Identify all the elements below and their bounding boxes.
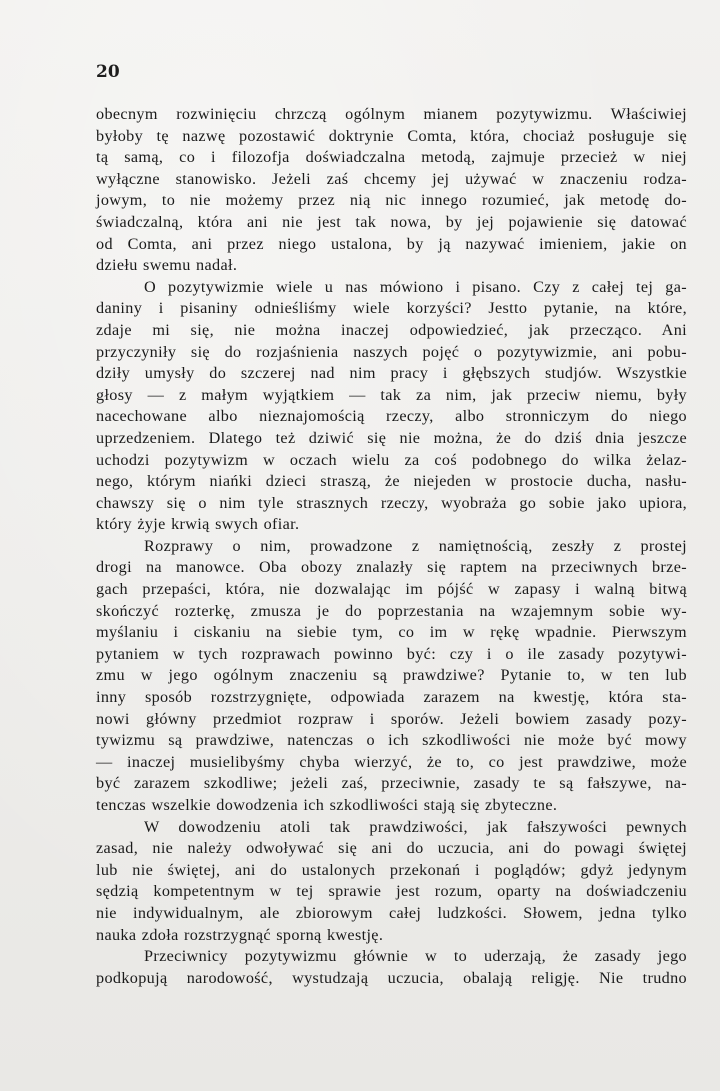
text-line: który żyje krwią swych ofiar.	[96, 515, 300, 534]
text-line: nowi główny przedmiot rozpraw i sporów. Jeżeli bowiem zasady pozy-	[96, 709, 687, 728]
text-line: W dowodzeniu atoli tak prawdziwości, jak fałszywości pewnych	[144, 817, 687, 836]
text-line: być zarazem szkodliwe; jeżeli zaś, przeciwnie, zasady te są fałszywe, na-	[96, 774, 687, 793]
text-line: gach przepaści, która, nie dozwalając im pójść w zapasy i walną bitwą	[96, 580, 687, 599]
text-line: od Comta, ani przez niego ustalona, by ją nazywać imieniem, jakie on	[96, 234, 687, 253]
body-text	[96, 104, 687, 989]
text-line: drogi na manowce. Oba obozy znalazły się raptem na przeciwnych brze-	[96, 558, 687, 577]
text-line: skończyć rozterkę, zmusza je do poprzestania na wzajemnym sobie wy-	[96, 601, 687, 620]
text-line: uchodzi pozytywizm w oczach wielu za coś podobnego do wilka żelaz-	[96, 450, 687, 469]
text-line: sędzią kompetentnym w tej sprawie jest rozum, oparty na doświadczeniu	[96, 882, 687, 901]
text-line: przyczyniły się do rozjaśnienia naszych pojęć o pozytywizmie, ani pobu-	[96, 342, 687, 361]
text-line: tywizmu są prawdziwe, natenczas o ich szkodliwości nie może być mowy	[96, 731, 687, 750]
text-line: nauka zdoła rozstrzygnąć sporną kwestję.	[96, 925, 384, 944]
text-line: obecnym rozwinięciu chrzczą ogólnym mianem pozytywizmu. Właściwiej	[96, 105, 687, 123]
text-line: daniny i pisaniny odnieśliśmy wiele korzyści? Jestto pytanie, na które,	[96, 299, 687, 318]
text-line: zasad, nie należy odwoływać się ani do uczucia, ani do powagi świętej	[96, 839, 687, 858]
text-line: uprzedzeniem. Dlatego też dziwić się nie można, że do dziś dnia jeszcze	[96, 428, 687, 447]
text-line: tenczas wszelkie dowodzenia ich szkodliwości stają się zbyteczne.	[96, 796, 558, 814]
paragraph	[96, 536, 687, 817]
text-line: świadczalną, która ani nie jest tak nowa, by jej pojawienie się datować	[96, 212, 687, 231]
paragraph	[96, 104, 687, 277]
text-line: chawszy się o nim tyle strasznych rzeczy, wyobraża go sobie jako upiora,	[96, 493, 687, 512]
text-line: dziły umysły do szczerej nad nim pracy i głębszych studjów. Wszystkie	[96, 364, 687, 383]
paragraph	[96, 817, 687, 947]
text-line: — inaczej musielibyśmy chyba wierzyć, że to, co jest prawdziwe, może	[96, 752, 687, 771]
text-line: głosy — z małym wyjątkiem — tak za nim, jak przeciw niemu, były	[96, 385, 687, 404]
text-line: byłoby tę nazwę pozostawić doktrynie Comta, która, chociaż posługuje się	[96, 126, 687, 145]
text-line: Rozprawy o nim, prowadzone z namiętnością, zeszły z prostej	[144, 536, 687, 555]
text-line: nacechowane albo nieznajomością rzeczy, albo stronniczym do niego	[96, 407, 687, 426]
text-line: nego, którym niańki dzieci straszą, że niejeden w prostocie ducha, nasłu-	[96, 472, 687, 491]
text-line: tą samą, co i filozofja doświadczalna metodą, zajmuje przecież w niej	[96, 148, 687, 167]
text-line: jowym, to nie możemy przez nią nic innego rozumieć, jak metodę do-	[96, 191, 687, 210]
text-line: zmu w jego ogólnym znaczeniu są prawdziwe? Pytanie to, w ten lub	[96, 666, 687, 685]
page-number: 20	[96, 62, 120, 82]
text-line: Przeciwnicy pozytywizmu głównie w to uderzają, że zasady jego	[144, 947, 687, 966]
text-line: pytaniem w tych rozprawach powinno być: czy i o ile zasady pozytywi-	[96, 644, 687, 663]
paragraph	[96, 277, 687, 536]
text-line: dziełu swemu nadał.	[96, 256, 238, 275]
text-line: myślaniu i ciskaniu na siebie tym, co im w rękę wpadnie. Pierwszym	[96, 623, 687, 642]
text-line: zdaje mi się, nie można inaczej odpowiedzieć, jak przecząco. Ani	[96, 320, 687, 339]
text-line: lub nie świętej, ani do ustalonych przekonań i poglądów; gdyż jedynym	[96, 860, 687, 879]
text-line: O pozytywizmie wiele u nas mówiono i pisano. Czy z całej tej ga-	[144, 277, 687, 296]
text-line: inny sposób rozstrzygnięte, odpowiada zarazem na kwestję, która sta-	[96, 688, 687, 707]
paragraph	[96, 946, 687, 989]
text-line: wyłączne stanowisko. Jeżeli zaś chcemy jej używać w znaczeniu rodza-	[96, 169, 687, 188]
text-line: podkopują narodowość, wystudzają uczucia, obalają religję. Nie trudno	[96, 968, 687, 987]
text-line: nie indywidualnym, ale zbiorowym całej ludzkości. Słowem, jedna tylko	[96, 903, 687, 922]
